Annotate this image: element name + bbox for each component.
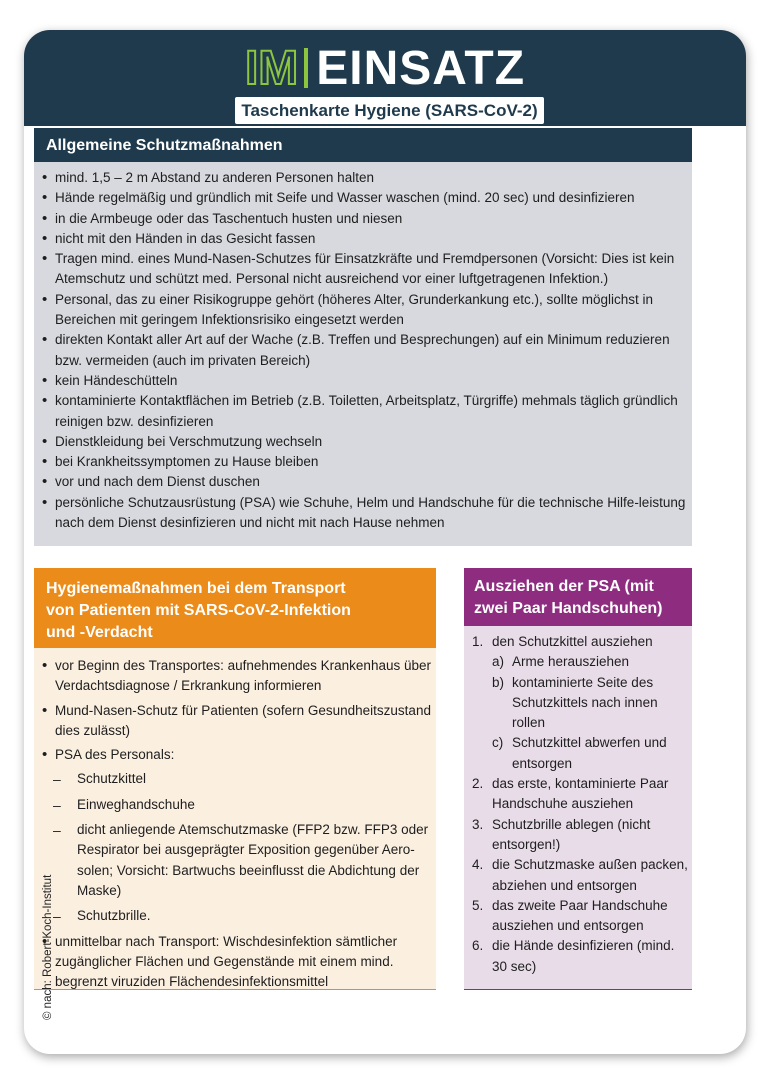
list-item: • bei Krankheitssymptomen zu Hause bleiben — [38, 452, 686, 472]
substep-letter: b) — [492, 674, 505, 690]
step-text: die Hände desinfizieren (mind. 30 sec) — [492, 938, 675, 974]
step-item — [472, 936, 688, 977]
doffing-psa-title — [464, 568, 692, 626]
step-item — [472, 855, 688, 896]
list-item: • vor Beginn des Transportes: aufnehmendes Krankenhaus über Verdachtsdiagnose / Erkrankung informieren — [38, 656, 432, 697]
title-line: zwei Paar Handschuhen) — [474, 600, 663, 617]
step-number: 1. — [472, 634, 484, 649]
step-number: 3. — [472, 816, 484, 832]
step-number: 6. — [472, 938, 484, 954]
transport-hygiene-section — [34, 568, 436, 990]
list-item: • unmittelbar nach Transport: Wischdesinfektion sämtlicher zugänglicher Flächen und Gegenstände mit einem mind. begrenzt viruziden Flächendesinfektionsmittel — [38, 932, 432, 993]
step-text: Schutzbrille ablegen (nicht entsorgen!) — [492, 816, 651, 852]
list-item: • Mund-Nasen-Schutz für Patienten (sofern Gesundheitszustand dies zulässt) — [38, 701, 432, 742]
substep-text: kontaminierte Seite des Schutzkittels nach innen rollen — [512, 674, 658, 731]
transport-hygiene-list — [34, 648, 436, 992]
header-bar — [24, 30, 746, 126]
step-number: 4. — [472, 857, 484, 873]
psa-sublist — [51, 765, 432, 926]
logo-einsatz: EINSATZ — [316, 42, 526, 95]
list-item: • Dienstkleidung bei Verschmutzung wechseln — [38, 432, 686, 452]
list-item: • Personal, das zu einer Risikogruppe gehört (höheres Alter, Grunderkankung etc.), sollte möglichst in Bereichen mit geringem Infektionsrisiko eingesetzt werden — [38, 290, 686, 331]
general-measures-title: Allgemeine Schutzmaßnahmen — [34, 128, 692, 162]
logo-divider — [304, 48, 308, 88]
step-number: 5. — [472, 897, 484, 913]
list-item: • mind. 1,5 – 2 m Abstand zu anderen Personen halten — [38, 168, 686, 188]
title-line: Hygienemaßnahmen bei dem Transport — [46, 580, 346, 597]
section-divider — [34, 989, 436, 990]
step-text: den Schutzkittel ausziehen — [492, 634, 653, 649]
list-item: • in die Armbeuge oder das Taschentuch husten und niesen — [38, 209, 686, 229]
title-line: von Patienten mit SARS-CoV-2-Infektion — [46, 602, 351, 619]
substep-letter: c) — [492, 735, 504, 751]
list-item: • Hände regelmäßig und gründlich mit Seife und Wasser waschen (mind. 20 sec) und desinfizieren — [38, 188, 686, 208]
list-item: • direkten Kontakt aller Art auf der Wache (z.B. Treffen und Besprechungen) auf ein Minimum reduzieren bzw. vermeiden (auch im privaten Bereich) — [38, 330, 686, 371]
psa-label: PSA des Personals: — [55, 747, 175, 763]
sub-list-item: – Schutzkittel — [51, 769, 432, 789]
logo-im: IM — [244, 42, 299, 95]
substep-item — [492, 673, 688, 734]
step-item — [472, 774, 688, 815]
general-measures-section — [34, 128, 692, 546]
substep-letter: a) — [492, 654, 505, 670]
title-line: Ausziehen der PSA (mit — [474, 578, 654, 595]
list-item: • persönliche Schutzausrüstung (PSA) wie Schuhe, Helm und Handschuhe für die technische Hilfe-leistung nach dem Dienst desinfizieren und nicht mit nach Hause nehmen — [38, 493, 686, 534]
sub-list-item: – dicht anliegende Atemschutzmaske (FFP2 bzw. FFP3 oder Respirator bei ausgeprägter Exposition gegenüber Aero-solen; Vorsicht: Bartwuchs beeinflusst die Abdichtung der Maske) — [51, 820, 432, 901]
step-item — [472, 632, 688, 774]
doffing-steps-list — [464, 626, 692, 977]
substep-item — [492, 733, 688, 774]
list-item: • vor und nach dem Dienst duschen — [38, 472, 686, 492]
list-item: • nicht mit den Händen in das Gesicht fassen — [38, 229, 686, 249]
doffing-psa-section — [464, 568, 692, 990]
substeps-list — [492, 652, 688, 774]
substep-text: Schutzkittel abwerfen und entsorgen — [512, 735, 667, 771]
sub-list-item: – Schutzbrille. — [51, 906, 432, 926]
step-text: die Schutzmaske außen packen, abziehen und entsorgen — [492, 857, 688, 893]
step-item — [472, 896, 688, 937]
list-item-psa — [38, 745, 432, 926]
list-item: • kein Händeschütteln — [38, 371, 686, 391]
substep-text: Arme herausziehen — [512, 654, 630, 670]
sub-list-item: – Einweghandschuhe — [51, 795, 432, 815]
card-subtitle: Taschenkarte Hygiene (SARS-CoV-2) — [235, 97, 544, 124]
substep-item — [492, 652, 688, 672]
logo — [24, 43, 746, 95]
step-number: 2. — [472, 776, 484, 792]
transport-hygiene-title — [34, 568, 436, 648]
step-text: das erste, kontaminierte Paar Handschuhe ausziehen — [492, 776, 669, 812]
list-item: • Tragen mind. eines Mund-Nasen-Schutzes für Einsatzkräfte und Fremdpersonen (Vorsicht: Dies ist kein Atemschutz und schützt med. Personal nicht ausreichend vor einer luftgetragenen Infektion.) — [38, 249, 686, 290]
step-item — [472, 815, 688, 856]
section-divider — [464, 989, 692, 990]
general-measures-list — [34, 162, 692, 533]
source-credit: © nach: Robert-Koch-Institut — [42, 874, 54, 1020]
title-line: und -Verdacht — [46, 624, 153, 641]
step-text: das zweite Paar Handschuhe ausziehen und entsorgen — [492, 897, 668, 934]
list-item: • kontaminierte Kontaktflächen im Betrieb (z.B. Toiletten, Arbeitsplatz, Türgriffe) mehmals täglich gründlich reinigen bzw. desinfizieren — [38, 391, 686, 432]
